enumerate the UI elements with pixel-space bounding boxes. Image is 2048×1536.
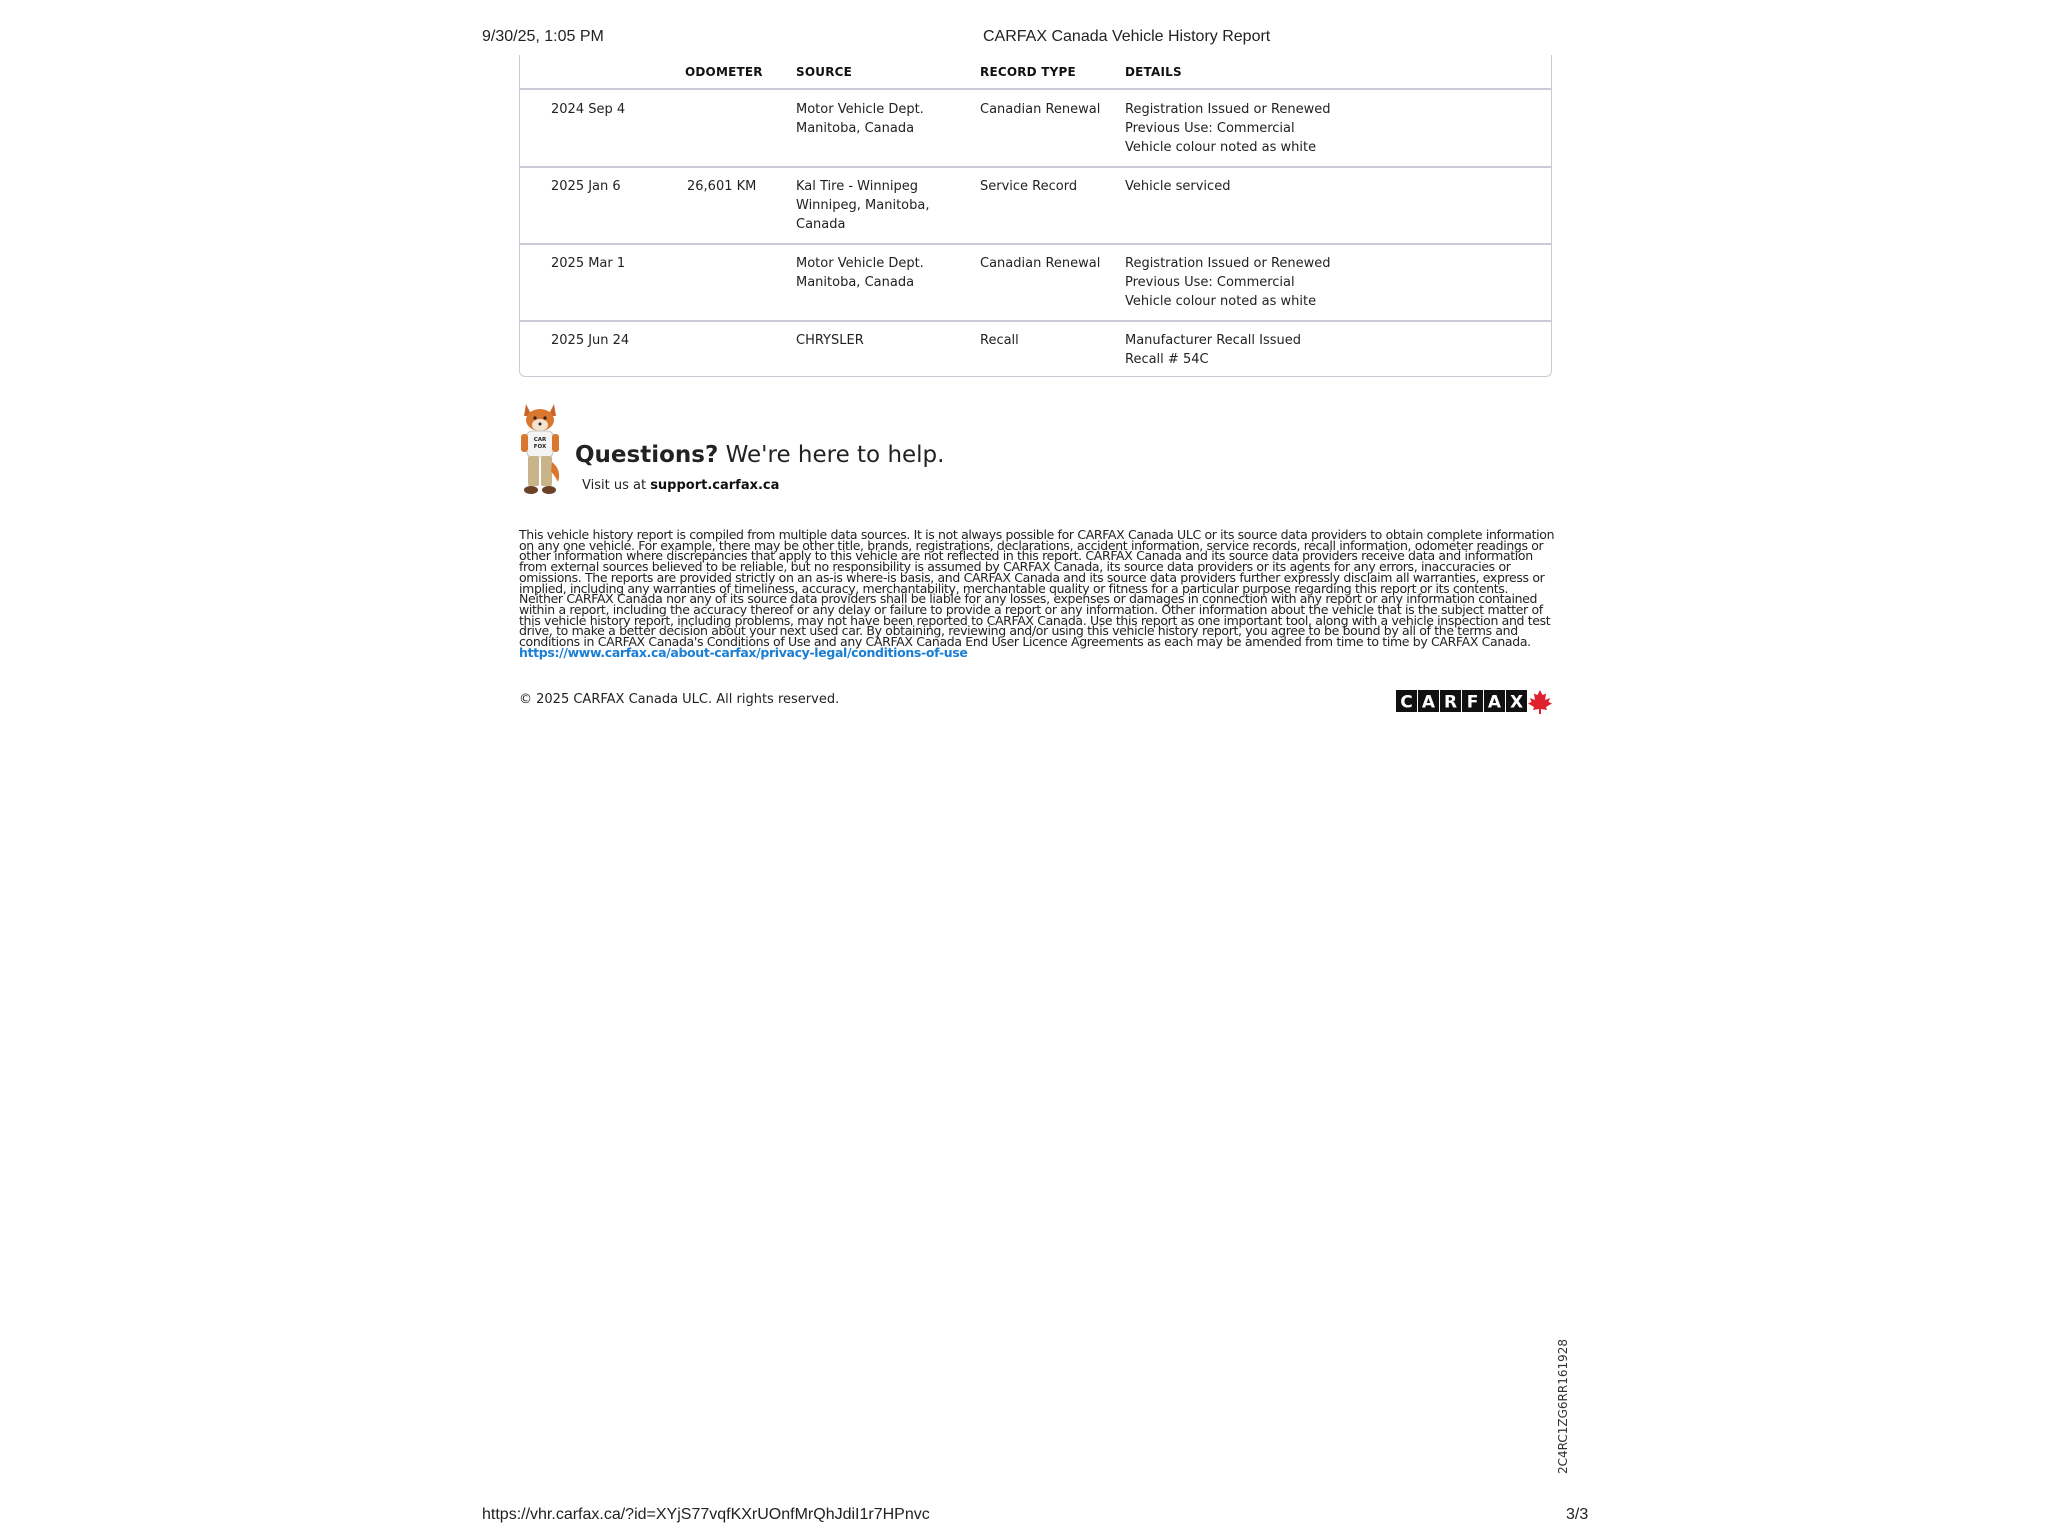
logo-letter: X — [1509, 692, 1524, 713]
help-heading-rest: We're here to help. — [718, 442, 945, 468]
row-date: 2025 Jan 6 — [551, 179, 621, 194]
carfox-mascot-icon — [518, 402, 562, 497]
detail-line: Previous Use: Commercial — [1125, 121, 1295, 136]
row-record-type: Service Record — [980, 179, 1078, 194]
support-line — [582, 478, 779, 493]
row-details — [1125, 254, 1331, 311]
detail-line: Manufacturer Recall Issued — [1125, 333, 1302, 348]
row-source — [796, 177, 929, 234]
carfax-logo — [1396, 689, 1553, 715]
table-row — [520, 320, 1551, 377]
print-title: CARFAX Canada Vehicle History Report — [983, 28, 1271, 45]
source-line: Canada — [796, 217, 846, 232]
row-date: 2025 Jun 24 — [551, 333, 630, 348]
records-table — [519, 55, 1552, 377]
print-datetime: 9/30/25, 1:05 PM — [482, 28, 604, 45]
row-source — [796, 254, 924, 292]
conditions-of-use-link[interactable]: https://www.carfax.ca/about-carfax/privacy-legal/conditions-of-use — [519, 644, 968, 660]
disclaimer-body: This vehicle history report is compiled from multiple data sources. It is not always possible for CARFAX Canada ULC or its source data providers to obtain complete information on any one vehicle. For example, there may be other title, brands, registrations, declarations, accident information, service records, recall information, odometer readings or other information where discrepancies that apply to this vehicle are not reflected in this report. CARFAX Canada and its source data providers receive data and information from external sources believed to be reliable, but no responsibility is assumed by CARFAX Canada, its source data providers or its agents for any errors, inaccuracies or omissions. The reports are provided strictly on an as-is where-is basis, and CARFAX Canada and its source data providers further expressly disclaim all warranties, express or implied, including any warranties of timeliness, accuracy, merchantability, merchantable quality or fitness for a particular purpose regarding this report or its contents. Neither CARFAX Canada nor any of its source data providers shall be liable for any losses, expenses or damages in connection with any report or any information contained within a report, including the accuracy thereof or any delay or failure to provide a report or any information. Other information about the vehicle that is the subject matter of this vehicle history report, including problems, may not have been reported to CARFAX Canada. Use this report as one important tool, along with a vehicle inspection and test drive, to make a better decision about your next used car. By obtaining, reviewing and/or using this vehicle history report, you agree to be bound by all of the terms and conditions in CARFAX Canada's Conditions of Use and any CARFAX Canada End User Licence Agreements as each may be amended from time to time by CARFAX Canada. — [519, 527, 1555, 650]
row-source — [796, 331, 864, 350]
row-record-type: Canadian Renewal — [980, 256, 1101, 271]
detail-line: Vehicle colour noted as white — [1125, 294, 1317, 309]
detail-line: Vehicle serviced — [1125, 179, 1231, 194]
page-number: 3/3 — [1566, 1506, 1589, 1523]
table-row — [520, 166, 1551, 243]
header-details: DETAILS — [1125, 65, 1182, 79]
source-line: Winnipeg, Manitoba, — [796, 198, 930, 213]
header-odometer: ODOMETER — [685, 65, 763, 79]
maple-leaf-icon — [1528, 690, 1552, 714]
disclaimer-text — [519, 527, 1555, 660]
row-source — [796, 100, 924, 138]
help-heading-strong: Questions? — [575, 442, 719, 468]
svg-text:CAR: CAR — [533, 437, 547, 443]
logo-letter: A — [1487, 692, 1502, 713]
source-line: Manitoba, Canada — [796, 121, 915, 136]
print-url[interactable]: https://vhr.carfax.ca/?id=XYjS77vqfKXrUOnfMrQhJdiI1r7HPnvc — [482, 1506, 930, 1523]
row-record-type: Recall — [980, 333, 1019, 348]
row-date: 2024 Sep 4 — [551, 102, 626, 117]
logo-letter: A — [1421, 692, 1436, 713]
table-header — [520, 55, 1551, 90]
detail-line: Vehicle colour noted as white — [1125, 140, 1317, 155]
detail-line: Registration Issued or Renewed — [1125, 256, 1331, 271]
support-prefix: Visit us at — [582, 478, 651, 493]
source-line: Motor Vehicle Dept. — [796, 102, 924, 117]
detail-line: Registration Issued or Renewed — [1125, 102, 1331, 117]
logo-letter: C — [1400, 692, 1413, 713]
vin-number: 2C4RC1ZG6RR161928 — [1556, 1338, 1570, 1474]
help-heading — [575, 442, 944, 468]
row-details — [1125, 177, 1230, 196]
row-odometer: 26,601 KM — [687, 179, 757, 194]
source-line: Kal Tire - Winnipeg — [796, 179, 918, 194]
copyright-text: © 2025 CARFAX Canada ULC. All rights reserved. — [519, 692, 840, 707]
header-source: SOURCE — [796, 65, 853, 79]
row-record-type: Canadian Renewal — [980, 102, 1101, 117]
row-details — [1125, 331, 1301, 369]
source-line: Motor Vehicle Dept. — [796, 256, 924, 271]
source-line: Manitoba, Canada — [796, 275, 915, 290]
svg-text:FOX: FOX — [533, 444, 547, 450]
table-row — [520, 243, 1551, 320]
table-row — [520, 90, 1551, 165]
logo-letter: R — [1443, 692, 1458, 713]
support-link[interactable]: support.carfax.ca — [650, 478, 780, 493]
row-date: 2025 Mar 1 — [551, 256, 626, 271]
logo-letter: F — [1466, 692, 1479, 713]
header-record-type: RECORD TYPE — [980, 65, 1076, 79]
source-line: CHRYSLER — [796, 333, 864, 348]
detail-line: Recall # 54C — [1125, 352, 1209, 367]
row-details — [1125, 100, 1331, 157]
detail-line: Previous Use: Commercial — [1125, 275, 1295, 290]
